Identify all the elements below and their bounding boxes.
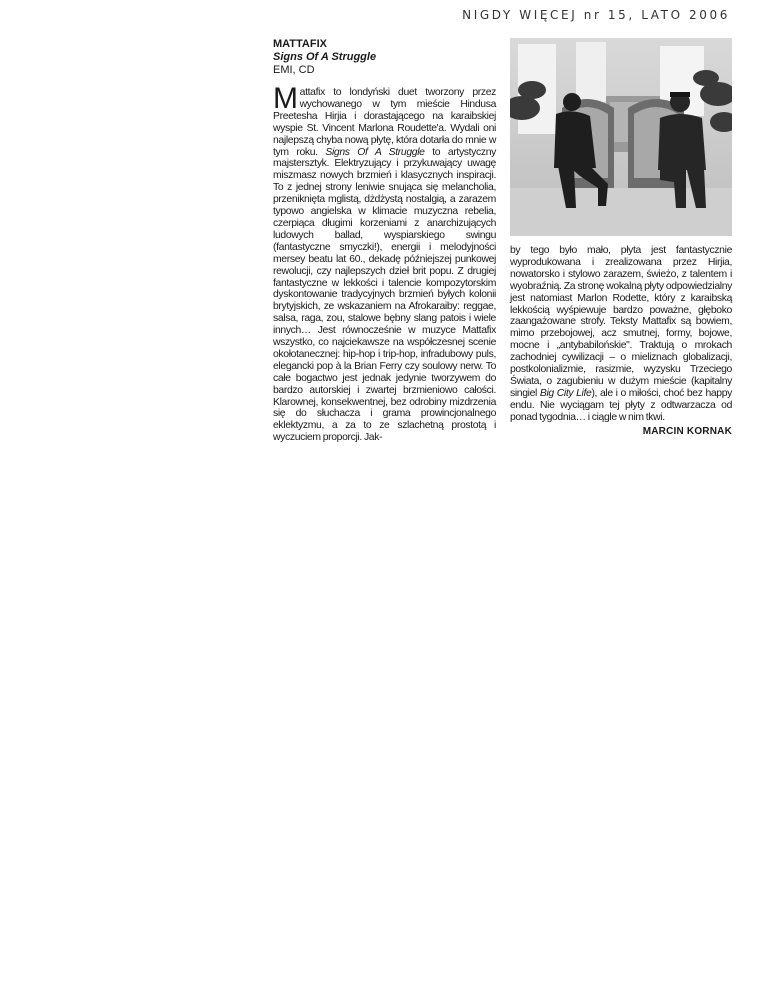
italic-title: Big City Life: [539, 387, 592, 399]
text-run: by tego było mało, płyta jest fantastycznie wyprodukowana i zrealizowana przez Hirjia, nowatorsko i stylowo zarazem, świeżo, z talentem i wyobraźnią. Za stronę wokalną płyty odpowiedzialny jest natomiast Marlon Rodette, który z karaibską lekkością wyśpiewuje bardzo poważne, głęboko zaangażowane strofy. Teksty Mattafix są bowiem, mimo przebojowej, acz smutnej, formy, bojowe, mocne i „antybabilońskie". Traktują o mrokach zachodniej cywilizacji – o mieliznach globalizacji, postkolonializmie, rasizmie, wyzysku Trzeciego Świata, o zagubieniu w dużym mieście (kapitalny singiel: [510, 245, 732, 399]
running-head: NIGDY WIĘCEJ nr 15, LATO 2006: [462, 8, 730, 22]
release-label: EMI, CD: [273, 64, 315, 76]
album-title: Signs Of A Struggle: [273, 51, 377, 63]
band-photo: [510, 38, 732, 236]
review-right-column: [510, 38, 732, 437]
review-left-column: [273, 38, 496, 444]
text-run: attafix to londyński duet tworzony przez wychowanego w tym mieście Hindusa Preetesha Hirjia i dorastającego na karaibskiej wyspie St. Vincent Marlona Roudette'a. Wydali oni najlepszą chyba nową płytę, która dotarła do mnie w tym roku.: [273, 87, 496, 158]
artist-name: MATTAFIX: [273, 38, 327, 50]
italic-title: Signs Of A Struggle: [325, 146, 425, 158]
review-author: MARCIN KORNAK: [642, 425, 732, 437]
drop-cap: M: [273, 82, 298, 115]
text-run: ), ale i o miłości, choć bez happy endu. Nie wyciągam tej płyty z odtwarzacza od ponad tygodnia… i ciągle w nim tkwi.: [510, 387, 733, 423]
text-run: to artystyczny majstersztyk. Elektryzujący i przykuwający uwagę miszmasz nowych brzmień i klasycznych inspiracji. To z jednej strony leniwie snująca się melancholia, przeniknięta mglistą, dżdżystą nostalgią, a zarazem typowo angielska w klimacie muzyczna rebelia, czerpiąca długimi korzeniami z anarchizujących ludowych ballad, wyspiarskiego swingu (fantastyczne smyczki!), energii i melodyjności mersey beatu lat 60., dekadę późniejszej punkowej rewolucji, czy najlepszych dzieł brit popu. Z drugiej fantastyczne w lekkości i talencie kompozytorskim dyskontowanie tradycyjnych brzmień byłych kolonii brytyjskich, ze wskazaniem na Afrokaraiby: reggae, salsa, raga, zou, stalowe bębny slang patois i wiele innych… Jest równocześnie w muzyce Mattafix wszystko, co najciekawsze na współczesnej scenie okołotanecznej: hip-hop i trip-hop, infradubowy puls, elegancki pop à la Brian Ferry czy soulowy nerw. To całe bogactwo jest jednak jedynie tworzywem do bardzo autorskiej i zwartej brzmieniowo całości. Klarownej, konsekwentnej, bez odrobiny mizdrzenia się do słuchacza i grama prowincjonalnego eklektyzmu, a za to ze szlachetną prostotą i wyczuciem proporcji. Jak-: [273, 146, 496, 444]
band-photo-illustration: [510, 38, 732, 236]
review-body-left: [273, 82, 496, 444]
review-body-right: [510, 245, 732, 424]
